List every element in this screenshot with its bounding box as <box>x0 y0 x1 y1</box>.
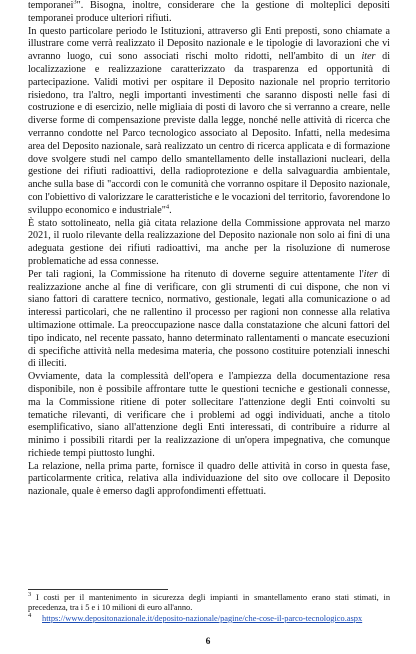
paragraph-5-text: Ovviamente, data la complessità dell'opera e l'ampiezza della documentazione resa disponibile, non è possibile affrontare tutte le questioni tecniche e gestionali connesse, ma la Commissione ritiene di poter sollecitare l'attenzione degli Enti coinvolti su tematiche rilevanti, di verificare che i problemi ad oggi individuati, anche a titolo esemplificativo, siano all'attenzione degli Enti interessati, di contribuire a ridurre al minimo i possibili ritardi per la realizzazione di un'opera impegnativa, che comunque richiede tempi piuttosto lunghi. <box>28 371 390 459</box>
footnotes <box>28 593 390 624</box>
paragraph-2-tail: di localizzazione e realizzazione caratterizzato da trasparenza ed opportunità di partecipazione. Validi motivi per ospitare il Deposito nazionale nel proprio territorio risiedono, tra l'altro, negli importanti investimenti che saranno disposti nelle fasi di costruzione e di esercizio, nelle migliaia di posti di lavoro che si verranno a creare, nelle diverse forme di compensazione previste dalla legge, nonché nelle attività di ricerca che verranno condotte nel Parco tecnologico associato al Deposito. Infatti, nella medesima area del Deposito nazionale, sarà realizzato un centro di ricerca applicata e di formazione dove svolgere studi nel campo dello smantellamento delle installazioni nucleari, della gestione dei rifiuti radioattivi, della radioprotezione e della salvaguardia ambientale, anche sulla base di "accordi con le comunità che vorranno ospitare il Deposito nazionale, con l'obiettivo di valorizzare le caratteristiche e le vocazioni del territorio, favorendone lo sviluppo economico e industriale" <box>28 51 391 216</box>
paragraph-6-text: La relazione, nella prima parte, fornisce il quadro delle attività in corso in questa fase, particolarmente critica, relativa alla individuazione del sito ove collocare il Deposito nazionale, quale è emerso dagli approfondimenti effettuati. <box>28 460 390 498</box>
footnote-4: $^4$ https://www.depositonazionale.it/deposito-nazionale/pagine/che-cose-il-parco-tecnologico.aspx <box>28 612 363 623</box>
paragraph-4-tail: di realizzazione anche al fine di verificare, con gli strumenti di cui dispone, che non vi siano fattori di carattere tecnico, normativo, gestionale, legati alla comunicazione o ad interessi particolari, che ne rallentino il processo per ragioni non connesse alla relativa ultimazione ottimale. La preoccupazione nasce dalla constatazione che alcuni fattori del tipo indicato, nel recente passato, hanno determinato rallentamenti o mancate esecuzioni di specifiche attività nella medesima materia, che possono costituire potenziali inneschi di illeciti. <box>28 268 390 370</box>
paragraph-1 <box>28 0 390 26</box>
paragraph-5 <box>28 371 390 461</box>
paragraph-3-text: È stato sottolineato, nella già citata relazione della Commissione approvata nel marzo 2021, il ruolo rilevante della realizzazione del Deposito nazionale non solo ai fini di una adeguata gestione dei rifiuti radioattivi, ma anche per la risoluzione di numerose problematiche ad essa connesse. <box>28 217 390 267</box>
body-text <box>28 0 390 499</box>
paragraph-1-tail: ". Bisogna, inoltre, considerare che la gestione di molteplici depositi temporanei produce ulteriori rifiuti. <box>28 0 390 24</box>
footnote-3-mark: 3 <box>28 591 32 599</box>
paragraph-6 <box>28 461 390 499</box>
paragraph-2 <box>28 26 390 218</box>
footnote-divider <box>28 589 168 590</box>
paragraph-2-italic: iter <box>361 51 376 63</box>
paragraph-4-italic: iter <box>363 268 378 280</box>
page-number: 6 <box>205 637 211 647</box>
footnote-3 <box>28 593 390 614</box>
paragraph-3 <box>28 218 390 269</box>
footnote-3-text: I costi per il mantenimento in sicurezza degli impianti in smantellamento erano stati stimati, in precedenza, tra i 5 e i 10 milioni di euro all'anno. <box>28 593 391 613</box>
footnote-ref-3[interactable]: 3 <box>73 0 77 6</box>
paragraph-4 <box>28 269 390 371</box>
paragraph-2-end: . <box>169 204 172 216</box>
paragraph-1-text: temporanei <box>28 0 74 11</box>
paragraph-2-text: In questo particolare periodo le Istituzioni, attraverso gli Enti preposti, sono chiamate a illustrare come verrà realizzato il Deposito nazionale e le tipologie di lavorazioni che vi avranno luogo, cui sono associati rischi molto ridotti, nell'ambito di un <box>28 25 390 63</box>
paragraph-4-text: Per tali ragioni, la Commissione ha ritenuto di doverne seguire attentamente l' <box>28 268 364 280</box>
footnote-4-link[interactable]: https://www.depositonazionale.it/deposito-nazionale/pagine/che-cose-il-parco-tecnologico.aspx <box>42 613 363 623</box>
footnote-ref-4[interactable]: 4 <box>165 203 170 211</box>
